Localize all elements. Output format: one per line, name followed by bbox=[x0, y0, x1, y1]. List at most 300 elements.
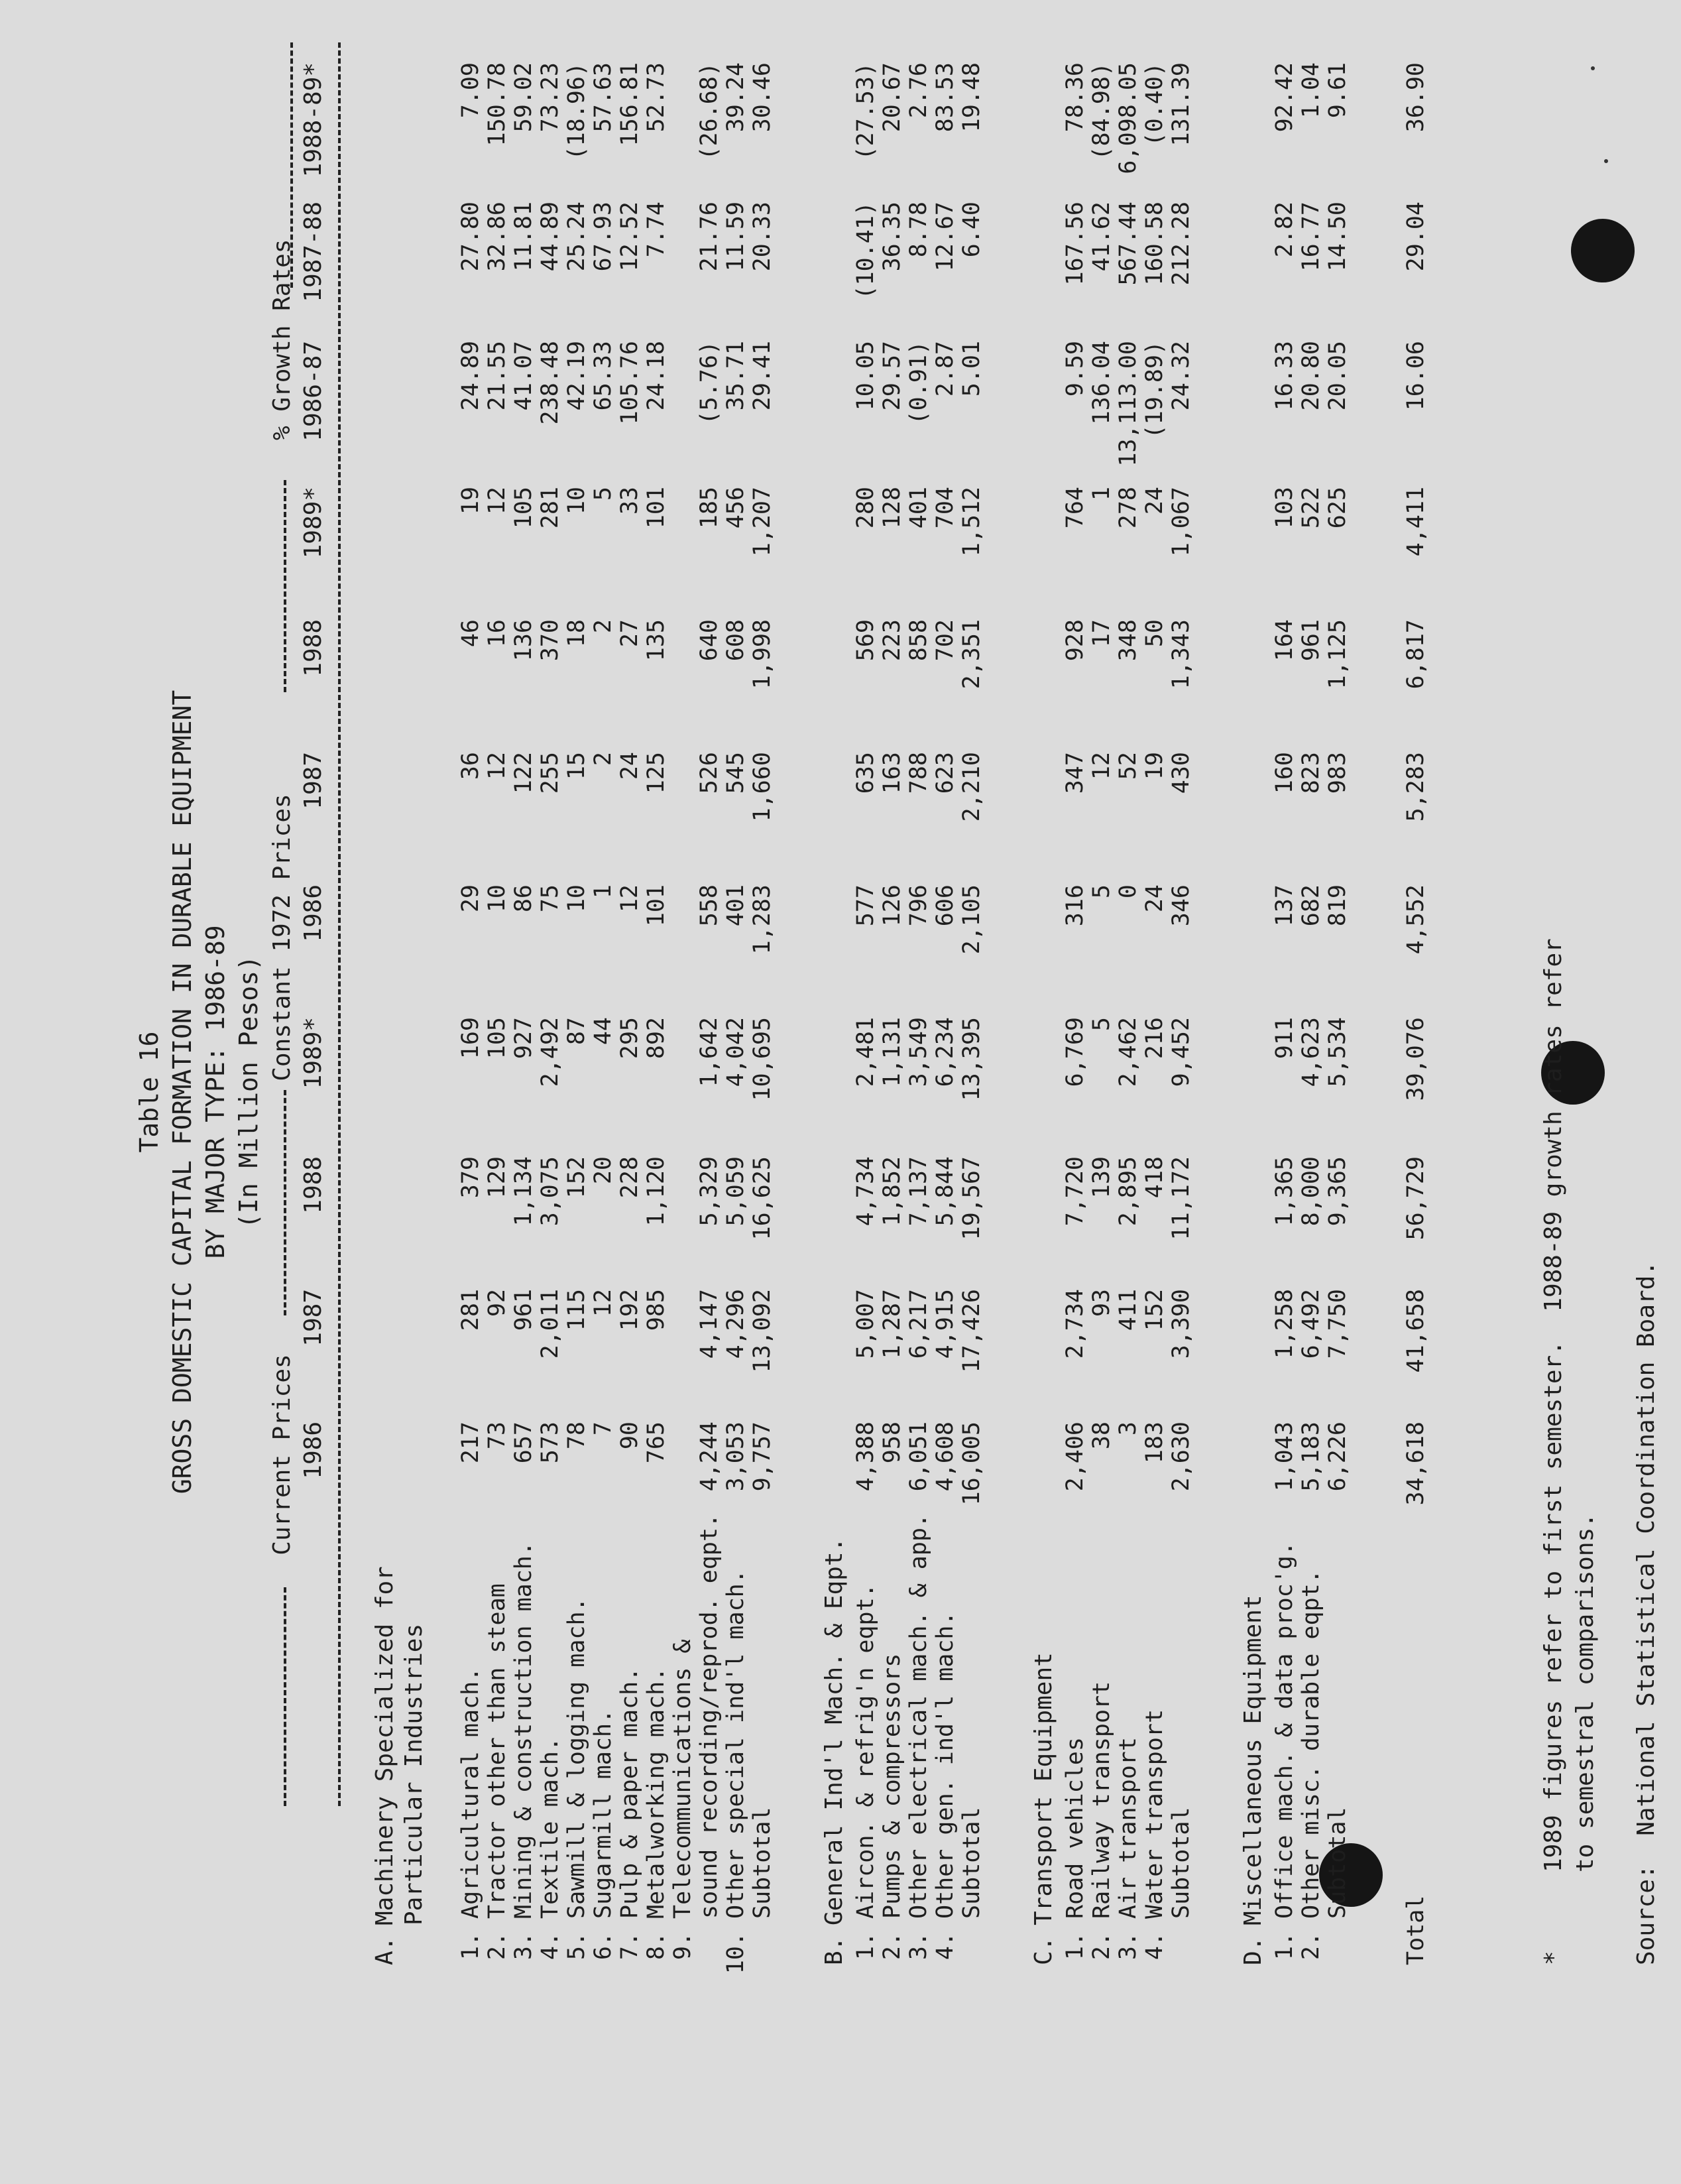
table-row bbox=[1062, 0, 1088, 2184]
table-cell: 9.59 bbox=[1062, 341, 1088, 397]
total-cell: 6,817 bbox=[1403, 619, 1429, 690]
table-cell: 764 bbox=[1062, 487, 1088, 529]
table-cell: 892 bbox=[643, 1017, 669, 1060]
table-row bbox=[484, 0, 510, 2184]
table-cell: 5 bbox=[1088, 884, 1115, 899]
table-row bbox=[643, 0, 669, 2184]
table-cell: 625 bbox=[1324, 487, 1351, 529]
table-cell: 1,067 bbox=[1168, 487, 1194, 557]
table-cell: 558 bbox=[696, 884, 723, 927]
row-index: 4. bbox=[537, 1932, 563, 1961]
source-note: Source: National Statistical Coordination Board. bbox=[1633, 1260, 1660, 1965]
table-cell: 4,296 bbox=[723, 1289, 749, 1359]
table-cell: 573 bbox=[537, 1422, 563, 1464]
table-cell: 16,005 bbox=[958, 1422, 985, 1506]
row-index: 3. bbox=[510, 1932, 537, 1961]
table-cell: 52 bbox=[1115, 752, 1141, 780]
table-cell: 19 bbox=[1141, 752, 1168, 780]
table-cell: 228 bbox=[616, 1156, 643, 1199]
table-cell: 105.76 bbox=[616, 341, 643, 425]
table-row bbox=[1088, 0, 1115, 2184]
table-cell: (18.96) bbox=[563, 62, 590, 160]
table-cell: 0 bbox=[1115, 884, 1141, 899]
row-label: Tractor other than steam bbox=[484, 1583, 510, 1919]
table-cell: 346 bbox=[1168, 884, 1194, 927]
table-cell: 20.67 bbox=[879, 62, 905, 133]
table-cell: 101 bbox=[643, 487, 669, 529]
table-cell: 2,895 bbox=[1115, 1156, 1141, 1227]
table-cell: 2,630 bbox=[1168, 1422, 1194, 1492]
table-cell: 92 bbox=[484, 1289, 510, 1317]
table-cell: 83.53 bbox=[932, 62, 958, 133]
row-label: Subtotal bbox=[958, 1807, 985, 1919]
table-cell: 164 bbox=[1271, 619, 1298, 662]
table-cell: 4,244 bbox=[696, 1422, 723, 1492]
table-cell: 2,011 bbox=[537, 1289, 563, 1359]
row-index: 2. bbox=[484, 1932, 510, 1961]
table-cell: 3 bbox=[1115, 1422, 1141, 1436]
row-label: sound recording/reprod. eqpt. bbox=[696, 1513, 723, 1919]
table-cell: 2,406 bbox=[1062, 1422, 1088, 1492]
table-cell: 19 bbox=[457, 487, 484, 515]
row-label: Road vehicles bbox=[1062, 1737, 1088, 1919]
table-cell: 522 bbox=[1298, 487, 1324, 529]
table-cell: 1,134 bbox=[510, 1156, 537, 1227]
table-cell: (5.76) bbox=[696, 341, 723, 425]
table-cell: 6,098.05 bbox=[1115, 62, 1141, 174]
table-cell: 401 bbox=[905, 487, 932, 529]
table-cell: 36.35 bbox=[879, 202, 905, 272]
column-header-underline bbox=[338, 42, 341, 1806]
table-cell: 2,462 bbox=[1115, 1017, 1141, 1087]
table-cell: 6,217 bbox=[905, 1289, 932, 1359]
table-cell: 41.07 bbox=[510, 341, 537, 411]
table-row bbox=[510, 0, 537, 2184]
table-row bbox=[879, 0, 905, 2184]
table-row bbox=[723, 0, 749, 2184]
column-header: 1988-89* bbox=[300, 62, 327, 178]
table-row bbox=[616, 0, 643, 2184]
table-cell: 2,734 bbox=[1062, 1289, 1088, 1359]
table-cell: 20.80 bbox=[1298, 341, 1324, 411]
table-cell: 39.24 bbox=[723, 62, 749, 133]
table-cell: 2 bbox=[590, 752, 616, 766]
table-cell: 1,043 bbox=[1271, 1422, 1298, 1492]
group-header-constant: Constant 1972 Prices bbox=[268, 794, 296, 1081]
table-cell: 6,226 bbox=[1324, 1422, 1351, 1492]
header-rule-current-right bbox=[284, 1090, 286, 1315]
table-cell: 7,137 bbox=[905, 1156, 932, 1227]
table-cell: 33 bbox=[616, 487, 643, 515]
table-cell: 5,007 bbox=[852, 1289, 879, 1359]
table-cell: 75 bbox=[537, 884, 563, 913]
table-cell: 9,757 bbox=[749, 1422, 776, 1492]
table-cell: 9,452 bbox=[1168, 1017, 1194, 1087]
table-cell: (0.40) bbox=[1141, 62, 1168, 147]
row-label: Other electrical mach. & app. bbox=[905, 1513, 932, 1919]
column-header: 1988 bbox=[300, 1156, 327, 1214]
row-index: 2. bbox=[879, 1932, 905, 1961]
table-cell: 418 bbox=[1141, 1156, 1168, 1199]
table-cell: 3,390 bbox=[1168, 1289, 1194, 1359]
table-row bbox=[852, 0, 879, 2184]
total-label: Total bbox=[1403, 1895, 1429, 1965]
table-cell: 12 bbox=[1088, 752, 1115, 780]
row-index: 9. bbox=[669, 1932, 696, 1961]
table-cell: 19.48 bbox=[958, 62, 985, 133]
table-cell: 819 bbox=[1324, 884, 1351, 927]
table-cell: 18 bbox=[563, 619, 590, 648]
table-cell: 78.36 bbox=[1062, 62, 1088, 133]
table-cell: 167.56 bbox=[1062, 202, 1088, 286]
table-cell: 73.23 bbox=[537, 62, 563, 133]
table-cell: 52.73 bbox=[643, 62, 669, 133]
table-cell: 577 bbox=[852, 884, 879, 927]
row-index: 1. bbox=[1062, 1932, 1088, 1961]
table-cell: 152 bbox=[1141, 1289, 1168, 1331]
table-cell: 6,051 bbox=[905, 1422, 932, 1492]
table-cell: 569 bbox=[852, 619, 879, 662]
table-cell: 796 bbox=[905, 884, 932, 927]
table-cell: 29 bbox=[457, 884, 484, 913]
table-cell: 5 bbox=[1088, 1017, 1115, 1032]
table-cell: 150.78 bbox=[484, 62, 510, 147]
table-cell: 92.42 bbox=[1271, 62, 1298, 133]
table-cell: 2,351 bbox=[958, 619, 985, 690]
row-index: 5. bbox=[563, 1932, 590, 1961]
table-cell: 5,183 bbox=[1298, 1422, 1324, 1492]
table-cell: 316 bbox=[1062, 884, 1088, 927]
table-units: (In Million Pesos) bbox=[234, 955, 263, 1229]
table-cell: 958 bbox=[879, 1422, 905, 1464]
table-cell: 6.40 bbox=[958, 202, 985, 258]
row-label: Subtotal bbox=[749, 1807, 776, 1919]
table-row bbox=[563, 0, 590, 2184]
table-title-block bbox=[133, 0, 265, 2184]
row-label: Other special ind'l mach. bbox=[723, 1569, 749, 1919]
table-cell: 7.09 bbox=[457, 62, 484, 119]
table-cell: 1,125 bbox=[1324, 619, 1351, 690]
table-cell: 8,000 bbox=[1298, 1156, 1324, 1227]
table-cell: 9.61 bbox=[1324, 62, 1351, 119]
table-cell: 27 bbox=[616, 619, 643, 648]
table-cell: (26.68) bbox=[696, 62, 723, 160]
table-cell: 139 bbox=[1088, 1156, 1115, 1199]
table-cell: 4,915 bbox=[932, 1289, 958, 1359]
table-cell: 1,343 bbox=[1168, 619, 1194, 690]
table-cell: 4,042 bbox=[723, 1017, 749, 1087]
table-cell: 24 bbox=[1141, 487, 1168, 515]
table-row bbox=[932, 0, 958, 2184]
table-cell: 137 bbox=[1271, 884, 1298, 927]
table-cell: (84.98) bbox=[1088, 62, 1115, 160]
row-index: 2. bbox=[1088, 1932, 1115, 1961]
table-cell: 11.59 bbox=[723, 202, 749, 272]
table-cell: 10 bbox=[484, 884, 510, 913]
table-cell: 13,395 bbox=[958, 1017, 985, 1101]
table-cell: 928 bbox=[1062, 619, 1088, 662]
table-cell: 823 bbox=[1298, 752, 1324, 794]
row-label: Pulp & paper mach. bbox=[616, 1667, 643, 1919]
table-cell: 38 bbox=[1088, 1422, 1115, 1450]
table-row bbox=[958, 0, 985, 2184]
table-cell: 32.86 bbox=[484, 202, 510, 272]
table-cell: 24.89 bbox=[457, 341, 484, 411]
table-cell: 17,426 bbox=[958, 1289, 985, 1373]
table-cell: 4,388 bbox=[852, 1422, 879, 1492]
table-cell: 1,660 bbox=[749, 752, 776, 822]
table-cell: 430 bbox=[1168, 752, 1194, 794]
table-cell: 1,512 bbox=[958, 487, 985, 557]
table-cell: 567.44 bbox=[1115, 202, 1141, 286]
row-index: 7. bbox=[616, 1932, 643, 1961]
table-cell: 8.78 bbox=[905, 202, 932, 258]
table-cell: 86 bbox=[510, 884, 537, 913]
table-cell: 1,287 bbox=[879, 1289, 905, 1359]
table-cell: 7 bbox=[590, 1422, 616, 1436]
table-cell: 192 bbox=[616, 1289, 643, 1331]
row-index: 10. bbox=[723, 1932, 749, 1974]
table-row bbox=[537, 0, 563, 2184]
section-title: Miscellaneous Equipment bbox=[1240, 1595, 1267, 1925]
table-cell: 125 bbox=[643, 752, 669, 794]
table-cell: 131.39 bbox=[1168, 62, 1194, 147]
total-cell: 34,618 bbox=[1403, 1422, 1429, 1506]
table-row bbox=[696, 0, 723, 2184]
table-cell: 67.93 bbox=[590, 202, 616, 272]
table-cell: 223 bbox=[879, 619, 905, 662]
table-cell: 4,734 bbox=[852, 1156, 879, 1227]
total-cell: 16.06 bbox=[1403, 341, 1429, 411]
table-cell: 961 bbox=[1298, 619, 1324, 662]
table-cell: 12 bbox=[616, 884, 643, 913]
table-cell: 27.80 bbox=[457, 202, 484, 272]
table-subtitle: BY MAJOR TYPE: 1986-89 bbox=[201, 925, 230, 1259]
table-cell: 46 bbox=[457, 619, 484, 648]
table-cell: 17 bbox=[1088, 619, 1115, 648]
table-row bbox=[1115, 0, 1141, 2184]
table-cell: 1,642 bbox=[696, 1017, 723, 1087]
table-cell: 401 bbox=[723, 884, 749, 927]
total-cell: 5,283 bbox=[1403, 752, 1429, 822]
section-title: Transport Equipment bbox=[1030, 1652, 1057, 1925]
group-header-growth: % Growth Rates bbox=[268, 239, 296, 440]
footnote-marker: * bbox=[1540, 1951, 1567, 1965]
row-label: Textile mach. bbox=[537, 1737, 563, 1919]
group-header-current: Current Prices bbox=[268, 1354, 296, 1555]
row-index: 3. bbox=[1115, 1932, 1141, 1961]
table-cell: 29.41 bbox=[749, 341, 776, 411]
column-header: 1988 bbox=[300, 619, 327, 677]
table-cell: 911 bbox=[1271, 1017, 1298, 1060]
table-cell: 238.48 bbox=[537, 341, 563, 425]
header-rule-constant-right bbox=[284, 480, 286, 692]
table-cell: 16,625 bbox=[749, 1156, 776, 1241]
table-cell: 640 bbox=[696, 619, 723, 662]
table-cell: 10 bbox=[563, 487, 590, 515]
table-cell: 7,720 bbox=[1062, 1156, 1088, 1227]
row-label: Other misc. durable eqpt. bbox=[1298, 1569, 1324, 1919]
table-cell: 13,113.00 bbox=[1115, 341, 1141, 467]
table-cell: 12.52 bbox=[616, 202, 643, 272]
table-cell: 105 bbox=[484, 1017, 510, 1060]
table-cell: 623 bbox=[932, 752, 958, 794]
table-cell: 20.05 bbox=[1324, 341, 1351, 411]
total-cell: 56,729 bbox=[1403, 1156, 1429, 1241]
table-cell: 163 bbox=[879, 752, 905, 794]
table-cell: 24.18 bbox=[643, 341, 669, 411]
table-cell: 24 bbox=[1141, 884, 1168, 913]
column-header: 1986 bbox=[300, 884, 327, 942]
table-cell: 2.87 bbox=[932, 341, 958, 397]
table-cell: 14.50 bbox=[1324, 202, 1351, 272]
table-cell: 2,105 bbox=[958, 884, 985, 955]
table-cell: 280 bbox=[852, 487, 879, 529]
table-cell: 212.28 bbox=[1168, 202, 1194, 286]
table-cell: 1.04 bbox=[1298, 62, 1324, 119]
row-label: Agricultural mach. bbox=[457, 1667, 484, 1919]
table-cell: 682 bbox=[1298, 884, 1324, 927]
row-label: Office mach. & data proc'g. bbox=[1271, 1542, 1298, 1919]
table-cell: 24 bbox=[616, 752, 643, 780]
table-cell: 90 bbox=[616, 1422, 643, 1450]
column-header: 1986-87 bbox=[300, 341, 327, 442]
row-label: Air transport bbox=[1115, 1737, 1141, 1919]
table-cell: 15 bbox=[563, 752, 590, 780]
table-cell: 10.05 bbox=[852, 341, 879, 411]
table-cell: 983 bbox=[1324, 752, 1351, 794]
table-row bbox=[1141, 0, 1168, 2184]
table-number: Table 16 bbox=[135, 1031, 164, 1153]
table-cell: 1,852 bbox=[879, 1156, 905, 1227]
row-label: Pumps & compressors bbox=[879, 1653, 905, 1919]
row-label: Telecommunications & bbox=[669, 1639, 696, 1919]
table-row bbox=[457, 0, 484, 2184]
header-rule-growth-right bbox=[290, 42, 293, 288]
table-cell: 169 bbox=[457, 1017, 484, 1060]
table-cell: 704 bbox=[932, 487, 958, 529]
table-title: GROSS DOMESTIC CAPITAL FORMATION IN DURABLE EQUIPMENT bbox=[168, 690, 197, 1494]
row-label: Sugarmill mach. bbox=[590, 1709, 616, 1919]
table-row bbox=[1271, 0, 1298, 2184]
row-label: Water transport bbox=[1141, 1709, 1168, 1919]
table-cell: 545 bbox=[723, 752, 749, 794]
table-cell: 5 bbox=[590, 487, 616, 501]
table-cell: 105 bbox=[510, 487, 537, 529]
table-cell: 526 bbox=[696, 752, 723, 794]
table-cell: 93 bbox=[1088, 1289, 1115, 1317]
total-cell: 4,552 bbox=[1403, 884, 1429, 955]
table-cell: 24.32 bbox=[1168, 341, 1194, 411]
total-cell: 4,411 bbox=[1403, 487, 1429, 557]
section-letter: C. bbox=[1030, 1936, 1057, 1965]
table-cell: 12.67 bbox=[932, 202, 958, 272]
row-label: Subtotal bbox=[1324, 1807, 1351, 1919]
table-row bbox=[1324, 0, 1351, 2184]
table-cell: 25.24 bbox=[563, 202, 590, 272]
table-cell: 136.04 bbox=[1088, 341, 1115, 425]
table-cell: 217 bbox=[457, 1422, 484, 1464]
table-cell: 103 bbox=[1271, 487, 1298, 529]
section-letter: A. bbox=[371, 1936, 398, 1965]
row-label: Mining & construction mach. bbox=[510, 1542, 537, 1919]
table-cell: 3,053 bbox=[723, 1422, 749, 1492]
table-cell: (19.89) bbox=[1141, 341, 1168, 439]
column-header: 1986 bbox=[300, 1422, 327, 1479]
row-label: Railway transport bbox=[1088, 1681, 1115, 1919]
table-cell: 3,549 bbox=[905, 1017, 932, 1087]
table-cell: 160.58 bbox=[1141, 202, 1168, 286]
row-index: 4. bbox=[1141, 1932, 1168, 1961]
table-cell: 19,567 bbox=[958, 1156, 985, 1241]
table-cell: 35.71 bbox=[723, 341, 749, 411]
table-cell: 5,534 bbox=[1324, 1017, 1351, 1087]
table-cell: 10,695 bbox=[749, 1017, 776, 1101]
table-cell: 16 bbox=[484, 619, 510, 648]
table-cell: 36 bbox=[457, 752, 484, 780]
table-cell: 11,172 bbox=[1168, 1156, 1194, 1241]
table-cell: 59.02 bbox=[510, 62, 537, 133]
table-cell: 608 bbox=[723, 619, 749, 662]
table-cell: 1,998 bbox=[749, 619, 776, 690]
table-cell: 20.33 bbox=[749, 202, 776, 272]
table-cell: 156.81 bbox=[616, 62, 643, 147]
table-cell: 4,623 bbox=[1298, 1017, 1324, 1087]
table-cell: 129 bbox=[484, 1156, 510, 1199]
table-cell: (27.53) bbox=[852, 62, 879, 160]
table-cell: 41.62 bbox=[1088, 202, 1115, 272]
table-cell: (10.41) bbox=[852, 202, 879, 300]
table-cell: 12 bbox=[590, 1289, 616, 1317]
table-row bbox=[1168, 0, 1194, 2184]
table-cell: 858 bbox=[905, 619, 932, 662]
section-letter: B. bbox=[821, 1936, 848, 1965]
table-cell: 4,147 bbox=[696, 1289, 723, 1359]
table-cell: 12 bbox=[484, 487, 510, 515]
table-cell: 295 bbox=[616, 1017, 643, 1060]
row-index: 6. bbox=[590, 1932, 616, 1961]
table-cell: 9,365 bbox=[1324, 1156, 1351, 1227]
table-cell: 136 bbox=[510, 619, 537, 662]
table-cell: 1,120 bbox=[643, 1156, 669, 1227]
footnote-line-1: 1989 figures refer to first semester. 1988-89 growth rates refer bbox=[1540, 938, 1567, 1872]
table-cell: 11.81 bbox=[510, 202, 537, 272]
total-cell: 39,076 bbox=[1403, 1017, 1429, 1101]
table-cell: 1,131 bbox=[879, 1017, 905, 1087]
table-row bbox=[590, 0, 616, 2184]
row-label: Metalworking mach. bbox=[643, 1667, 669, 1919]
table-cell: 379 bbox=[457, 1156, 484, 1199]
table-cell: 1,258 bbox=[1271, 1289, 1298, 1359]
table-cell: 216 bbox=[1141, 1017, 1168, 1060]
table-cell: 411 bbox=[1115, 1289, 1141, 1331]
row-index: 1. bbox=[852, 1932, 879, 1961]
table-cell: 347 bbox=[1062, 752, 1088, 794]
table-cell: 1,365 bbox=[1271, 1156, 1298, 1227]
table-cell: 961 bbox=[510, 1289, 537, 1331]
table-cell: 348 bbox=[1115, 619, 1141, 662]
table-cell: 12 bbox=[484, 752, 510, 780]
column-header: 1987 bbox=[300, 752, 327, 810]
table-cell: 65.33 bbox=[590, 341, 616, 411]
table-cell: 2,481 bbox=[852, 1017, 879, 1087]
table-cell: 255 bbox=[537, 752, 563, 794]
table-cell: 135 bbox=[643, 619, 669, 662]
table-cell: 5.01 bbox=[958, 341, 985, 397]
table-cell: 185 bbox=[696, 487, 723, 529]
table-cell: 1,207 bbox=[749, 487, 776, 557]
table-cell: 73 bbox=[484, 1422, 510, 1450]
